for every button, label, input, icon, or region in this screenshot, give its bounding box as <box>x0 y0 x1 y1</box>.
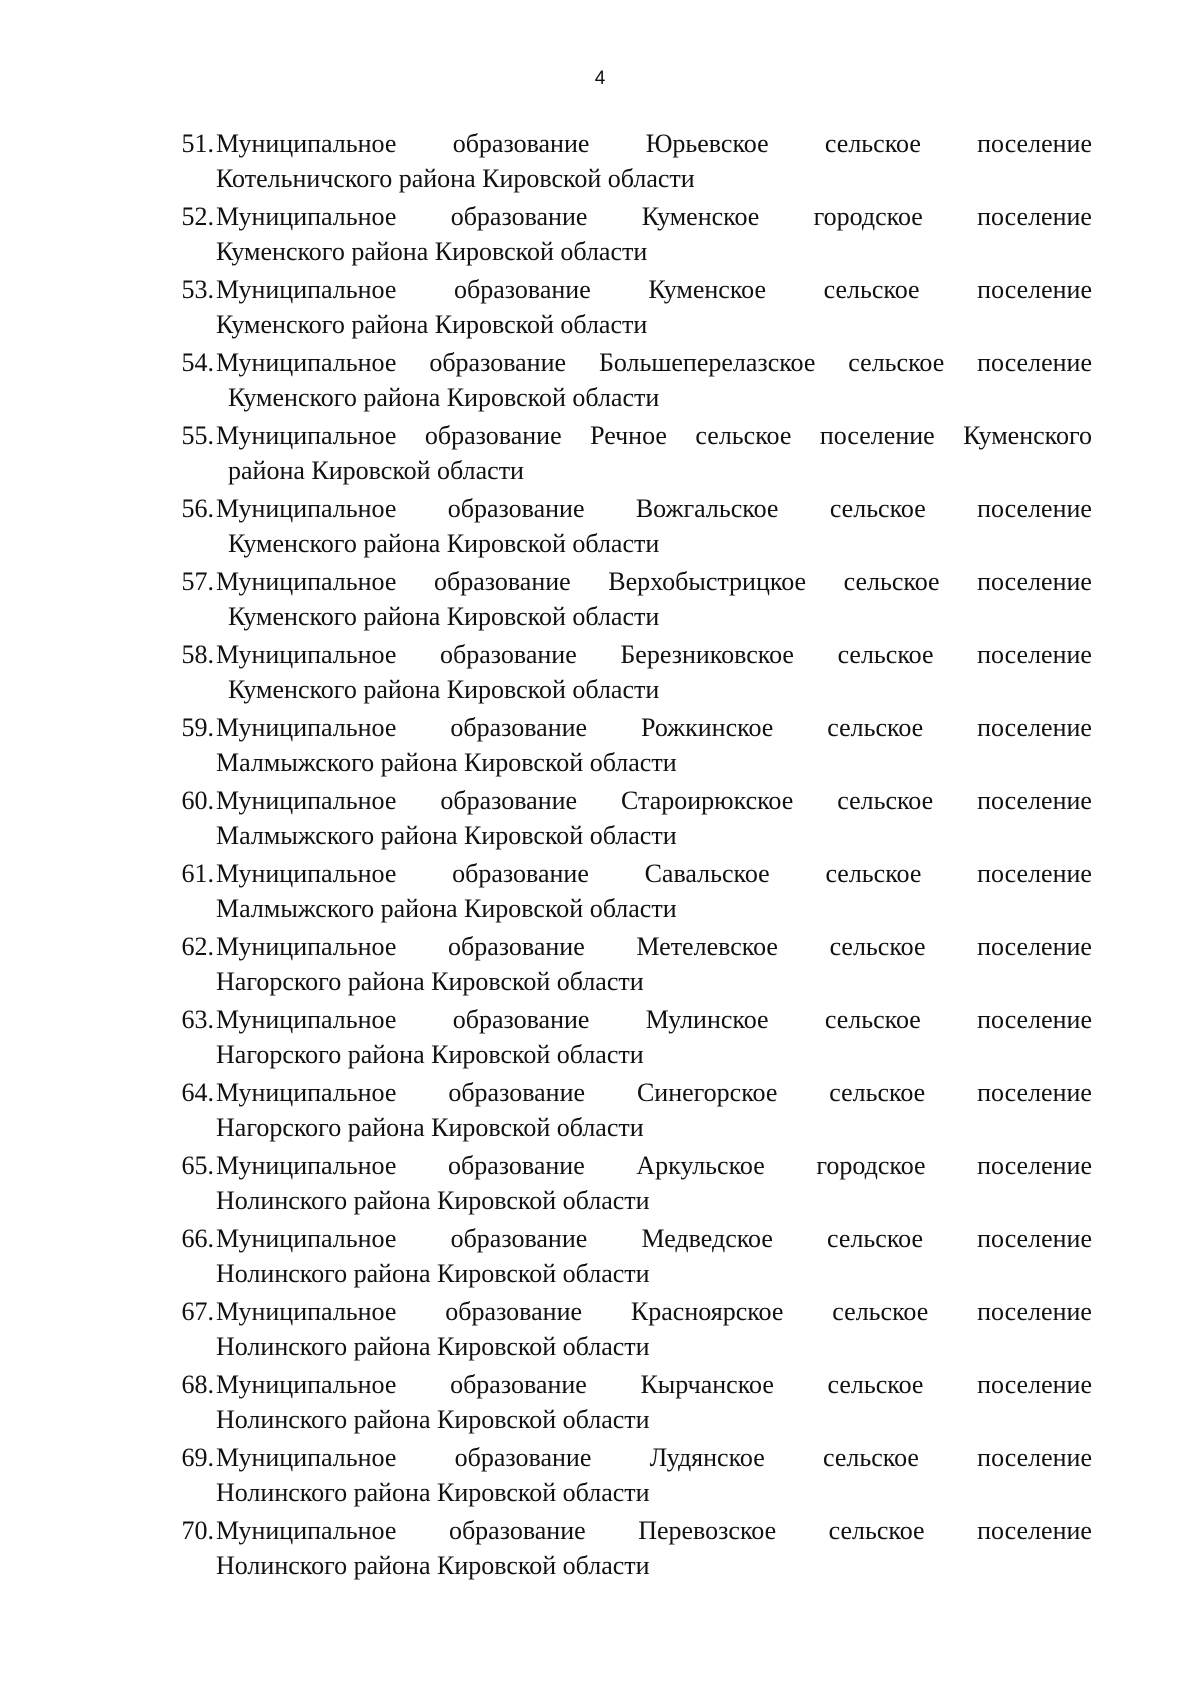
item-number: 70. <box>181 1516 214 1545</box>
item-word: Муниципальное <box>216 1224 397 1253</box>
item-second-line: Нолинского района Кировской области <box>216 1478 650 1507</box>
item-second-line: Куменского района Кировской области <box>216 237 648 266</box>
list-item <box>172 1002 1092 1075</box>
item-word: Муниципальное <box>216 1005 397 1034</box>
list-item <box>172 929 1092 1002</box>
list-item <box>172 1367 1092 1440</box>
item-first-line <box>216 783 1092 818</box>
item-second-line: Куменского района Кировской области <box>228 675 660 704</box>
list-item <box>172 491 1092 564</box>
item-word: образование <box>454 1443 592 1472</box>
item-word: сельское <box>848 348 945 377</box>
list-item <box>172 126 1092 199</box>
item-number: 54. <box>181 348 214 377</box>
list-item <box>172 272 1092 345</box>
item-second-line: Нагорского района Кировской области <box>216 1113 644 1142</box>
item-first-line <box>216 272 1092 307</box>
list-item <box>172 1221 1092 1294</box>
item-word: Речное <box>590 421 667 450</box>
item-first-line <box>216 1513 1092 1548</box>
item-second-line: Малмыжского района Кировской области <box>216 821 677 850</box>
item-first-line <box>216 1367 1092 1402</box>
item-word: образование <box>452 1005 590 1034</box>
item-word: Савальское <box>644 859 770 888</box>
list-item <box>172 783 1092 856</box>
item-word: Муниципальное <box>216 932 397 961</box>
item-second-line: Нолинского района Кировской области <box>216 1551 650 1580</box>
item-word: Лудянское <box>649 1443 765 1472</box>
item-word: Муниципальное <box>216 1516 397 1545</box>
item-word: сельское <box>824 129 921 158</box>
item-word: поселение <box>977 1078 1092 1107</box>
item-word: сельское <box>829 1078 926 1107</box>
item-word: образование <box>452 129 590 158</box>
item-word: Муниципальное <box>216 202 397 231</box>
item-word: поселение <box>977 1370 1092 1399</box>
item-word: поселение <box>977 1297 1092 1326</box>
item-word: образование <box>450 1224 588 1253</box>
item-word: образование <box>433 567 571 596</box>
item-word: сельское <box>825 859 922 888</box>
item-first-line <box>216 418 1092 453</box>
item-number: 65. <box>181 1151 214 1180</box>
list-item <box>172 1513 1092 1586</box>
item-first-line <box>216 491 1092 526</box>
item-second-line: Малмыжского района Кировской области <box>216 748 677 777</box>
item-word: Муниципальное <box>216 567 397 596</box>
item-word: сельское <box>827 713 924 742</box>
item-word: образование <box>450 202 588 231</box>
list-item <box>172 710 1092 783</box>
item-word: сельское <box>837 640 934 669</box>
item-word: Муниципальное <box>216 494 397 523</box>
item-word: Синегорское <box>636 1078 778 1107</box>
item-number: 63. <box>181 1005 214 1034</box>
item-word: Муниципальное <box>216 786 397 815</box>
item-number: 69. <box>181 1443 214 1472</box>
item-number: 56. <box>181 494 214 523</box>
item-word: поселение <box>977 859 1092 888</box>
item-word: образование <box>448 1516 586 1545</box>
item-number: 62. <box>181 932 214 961</box>
item-number: 60. <box>181 786 214 815</box>
item-word: образование <box>424 421 562 450</box>
item-word: Муниципальное <box>216 713 397 742</box>
item-word: Куменское <box>641 202 760 231</box>
list-item <box>172 856 1092 929</box>
item-word: Мулинское <box>645 1005 769 1034</box>
item-word: сельское <box>823 275 920 304</box>
item-second-line: Куменского района Кировской области <box>228 529 660 558</box>
item-second-line: Куменского района Кировской области <box>228 602 660 631</box>
item-word: Березниковское <box>620 640 794 669</box>
item-second-line: Куменского района Кировской области <box>228 383 660 412</box>
item-first-line <box>216 126 1092 161</box>
item-second-line: Куменского района Кировской области <box>216 310 648 339</box>
item-second-line: Котельничского района Кировской области <box>216 164 695 193</box>
item-word: сельское <box>829 932 926 961</box>
item-word: сельское <box>843 567 940 596</box>
item-word: образование <box>452 859 589 888</box>
item-number: 61. <box>181 859 214 888</box>
item-word: Красноярское <box>630 1297 784 1326</box>
item-first-line <box>216 637 1092 672</box>
item-number: 59. <box>181 713 214 742</box>
item-word: образование <box>440 640 577 669</box>
item-word: Муниципальное <box>216 1151 397 1180</box>
item-word: Рожкинское <box>641 713 774 742</box>
item-first-line <box>216 929 1092 964</box>
item-second-line: Нолинского района Кировской области <box>216 1332 650 1361</box>
item-number: 51. <box>181 129 214 158</box>
item-word: Муниципальное <box>216 1297 397 1326</box>
item-word: образование <box>450 713 588 742</box>
list-item <box>172 418 1092 491</box>
item-word: Муниципальное <box>216 1443 397 1472</box>
item-word: сельское <box>829 494 926 523</box>
item-number: 57. <box>181 567 214 596</box>
list-item <box>172 199 1092 272</box>
item-word: Муниципальное <box>216 348 397 377</box>
item-second-line: района Кировской области <box>228 456 524 485</box>
item-word: поселение <box>977 1443 1092 1472</box>
item-second-line: Нолинского района Кировской области <box>216 1186 650 1215</box>
item-word: Муниципальное <box>216 421 397 450</box>
item-word: Аркульское <box>636 1151 765 1180</box>
item-word: Муниципальное <box>216 1078 397 1107</box>
item-word: сельское <box>695 421 792 450</box>
item-first-line <box>216 345 1092 380</box>
item-word: Муниципальное <box>216 640 397 669</box>
item-word: Юрьевское <box>645 129 769 158</box>
item-word: поселение <box>977 1005 1092 1034</box>
item-second-line: Нолинского района Кировской области <box>216 1259 650 1288</box>
list-item <box>172 345 1092 418</box>
item-first-line <box>216 1440 1092 1475</box>
item-first-line <box>216 1294 1092 1329</box>
item-word: городское <box>816 1151 926 1180</box>
item-first-line <box>216 199 1092 234</box>
item-word: образование <box>429 348 567 377</box>
item-word: поселение <box>977 567 1092 596</box>
item-number: 58. <box>181 640 214 669</box>
item-word: сельское <box>832 1297 929 1326</box>
list-item <box>172 1294 1092 1367</box>
item-word: образование <box>450 1370 587 1399</box>
item-word: образование <box>448 932 585 961</box>
item-word: образование <box>447 494 585 523</box>
item-first-line <box>216 1221 1092 1256</box>
list-item <box>172 1440 1092 1513</box>
item-word: Перевозское <box>638 1516 777 1545</box>
item-word: городское <box>813 202 923 231</box>
item-word: образование <box>448 1151 585 1180</box>
item-word: Кырчанское <box>640 1370 774 1399</box>
item-word: поселение <box>977 275 1092 304</box>
item-word: Куменского <box>963 421 1092 450</box>
item-word: сельское <box>822 1443 919 1472</box>
item-first-line <box>216 710 1092 745</box>
item-number: 67. <box>181 1297 214 1326</box>
item-word: Староирюкское <box>621 786 794 815</box>
item-first-line <box>216 1002 1092 1037</box>
item-word: Медведское <box>641 1224 773 1253</box>
item-number: 52. <box>181 202 214 231</box>
item-word: поселение <box>977 202 1092 231</box>
item-number: 53. <box>181 275 214 304</box>
item-word: сельское <box>827 1224 923 1253</box>
item-word: поселение <box>977 1151 1092 1180</box>
item-first-line <box>216 856 1092 891</box>
item-word: Муниципальное <box>216 1370 397 1399</box>
item-number: 55. <box>181 421 214 450</box>
list-item <box>172 1075 1092 1148</box>
item-word: сельское <box>828 1516 925 1545</box>
item-word: сельское <box>827 1370 924 1399</box>
list-item <box>172 637 1092 710</box>
item-word: образование <box>454 275 591 304</box>
item-word: поселение <box>819 421 935 450</box>
settlement-list <box>172 126 1092 1586</box>
item-word: образование <box>445 1297 583 1326</box>
item-number: 64. <box>181 1078 214 1107</box>
item-second-line: Нагорского района Кировской области <box>216 967 644 996</box>
item-second-line: Малмыжского района Кировской области <box>216 894 677 923</box>
item-word: Большеперелазское <box>598 348 816 377</box>
item-number: 66. <box>181 1224 214 1253</box>
item-word: Муниципальное <box>216 129 397 158</box>
item-word: поселение <box>977 1224 1092 1253</box>
item-word: Муниципальное <box>216 859 397 888</box>
item-word: Вожгальское <box>635 494 779 523</box>
item-word: Куменское <box>648 275 767 304</box>
item-word: сельское <box>824 1005 921 1034</box>
item-word: поселение <box>977 1516 1092 1545</box>
item-first-line <box>216 564 1092 599</box>
item-word: образование <box>440 786 578 815</box>
item-word: поселение <box>977 786 1092 815</box>
item-second-line: Нагорского района Кировской области <box>216 1040 644 1069</box>
item-word: поселение <box>977 348 1092 377</box>
item-word: образование <box>448 1078 586 1107</box>
page-number: 4 <box>594 68 606 89</box>
list-item <box>172 1148 1092 1221</box>
item-word: Муниципальное <box>216 275 397 304</box>
item-word: поселение <box>977 713 1092 742</box>
item-word: поселение <box>977 129 1092 158</box>
item-number: 68. <box>181 1370 214 1399</box>
item-word: Метелевское <box>636 932 778 961</box>
item-word: сельское <box>837 786 934 815</box>
list-item <box>172 564 1092 637</box>
item-second-line: Нолинского района Кировской области <box>216 1405 650 1434</box>
item-word: поселение <box>977 494 1092 523</box>
item-first-line <box>216 1075 1092 1110</box>
item-word: Верхобыстрицкое <box>608 567 807 596</box>
item-first-line <box>216 1148 1092 1183</box>
item-word: поселение <box>977 932 1092 961</box>
item-word: поселение <box>977 640 1092 669</box>
